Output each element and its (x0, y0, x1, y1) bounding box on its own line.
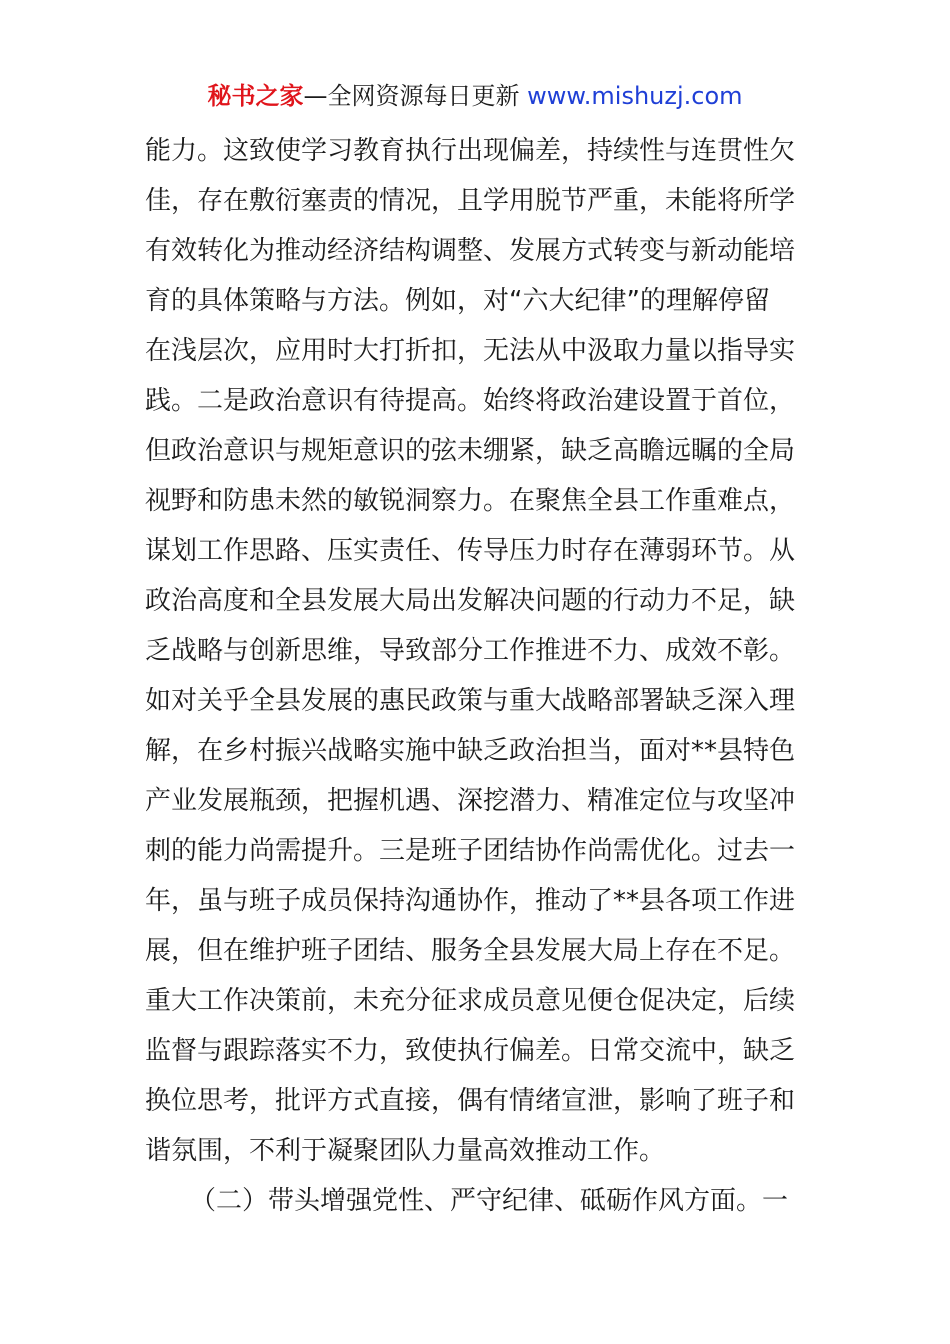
section-heading-line: （二）带头增强党性、严守纪律、砥砺作风方面。一 (190, 1186, 789, 1216)
text-line: 在浅层次，应用时大打折扣，无法从中汲取力量以指导实 (145, 336, 796, 366)
page-header (0, 80, 950, 112)
text-line: 育的具体策略与方法。例如，对“六大纪律”的理解停留 (145, 286, 770, 316)
text-line: 重大工作决策前，未充分征求成员意见便仓促决定，后续 (145, 986, 796, 1016)
text-line: 如对关乎全县发展的惠民政策与重大战略部署缺乏深入理 (145, 686, 796, 716)
text-line: 能力。这致使学习教育执行出现偏差，持续性与连贯性欠 (145, 136, 796, 166)
text-line: 乏战略与创新思维，导致部分工作推进不力、成效不彰。 (145, 636, 796, 666)
text-line: 谐氛围，不利于凝聚团队力量高效推动工作。 (145, 1136, 666, 1166)
text-line: 践。二是政治意识有待提高。始终将政治建设置于首位， (145, 386, 796, 416)
text-line: 谋划工作思路、压实责任、传导压力时存在薄弱环节。从 (145, 536, 796, 566)
text-line: 有效转化为推动经济结构调整、发展方式转变与新动能培 (145, 236, 796, 266)
text-line: 换位思考，批评方式直接，偶有情绪宣泄，影响了班子和 (145, 1086, 796, 1116)
text-line: 展，但在维护班子团结、服务全县发展大局上存在不足。 (145, 936, 796, 966)
document-body (145, 126, 810, 1226)
text-line: 视野和防患未然的敏锐洞察力。在聚焦全县工作重难点， (145, 486, 796, 516)
text-line: 佳，存在敷衍塞责的情况，且学用脱节严重，未能将所学 (145, 186, 796, 216)
text-line: 监督与跟踪落实不力，致使执行偏差。日常交流中，缺乏 (145, 1036, 796, 1066)
header-tagline: —全网资源每日更新 (303, 82, 520, 110)
text-line: 刺的能力尚需提升。三是班子团结协作尚需优化。过去一 (145, 836, 796, 866)
text-line: 产业发展瓶颈，把握机遇、深挖潜力、精准定位与攻坚冲 (145, 786, 796, 816)
text-line: 解，在乡村振兴战略实施中缺乏政治担当，面对**县特色 (145, 736, 796, 766)
header-brand: 秘书之家 (207, 82, 304, 110)
header-url[interactable]: www.mishuzj.com (527, 82, 743, 110)
text-line: 但政治意识与规矩意识的弦未绷紧，缺乏高瞻远瞩的全局 (145, 436, 796, 466)
text-line: 政治高度和全县发展大局出发解决问题的行动力不足，缺 (145, 586, 796, 616)
text-line: 年，虽与班子成员保持沟通协作，推动了**县各项工作进 (145, 886, 796, 916)
